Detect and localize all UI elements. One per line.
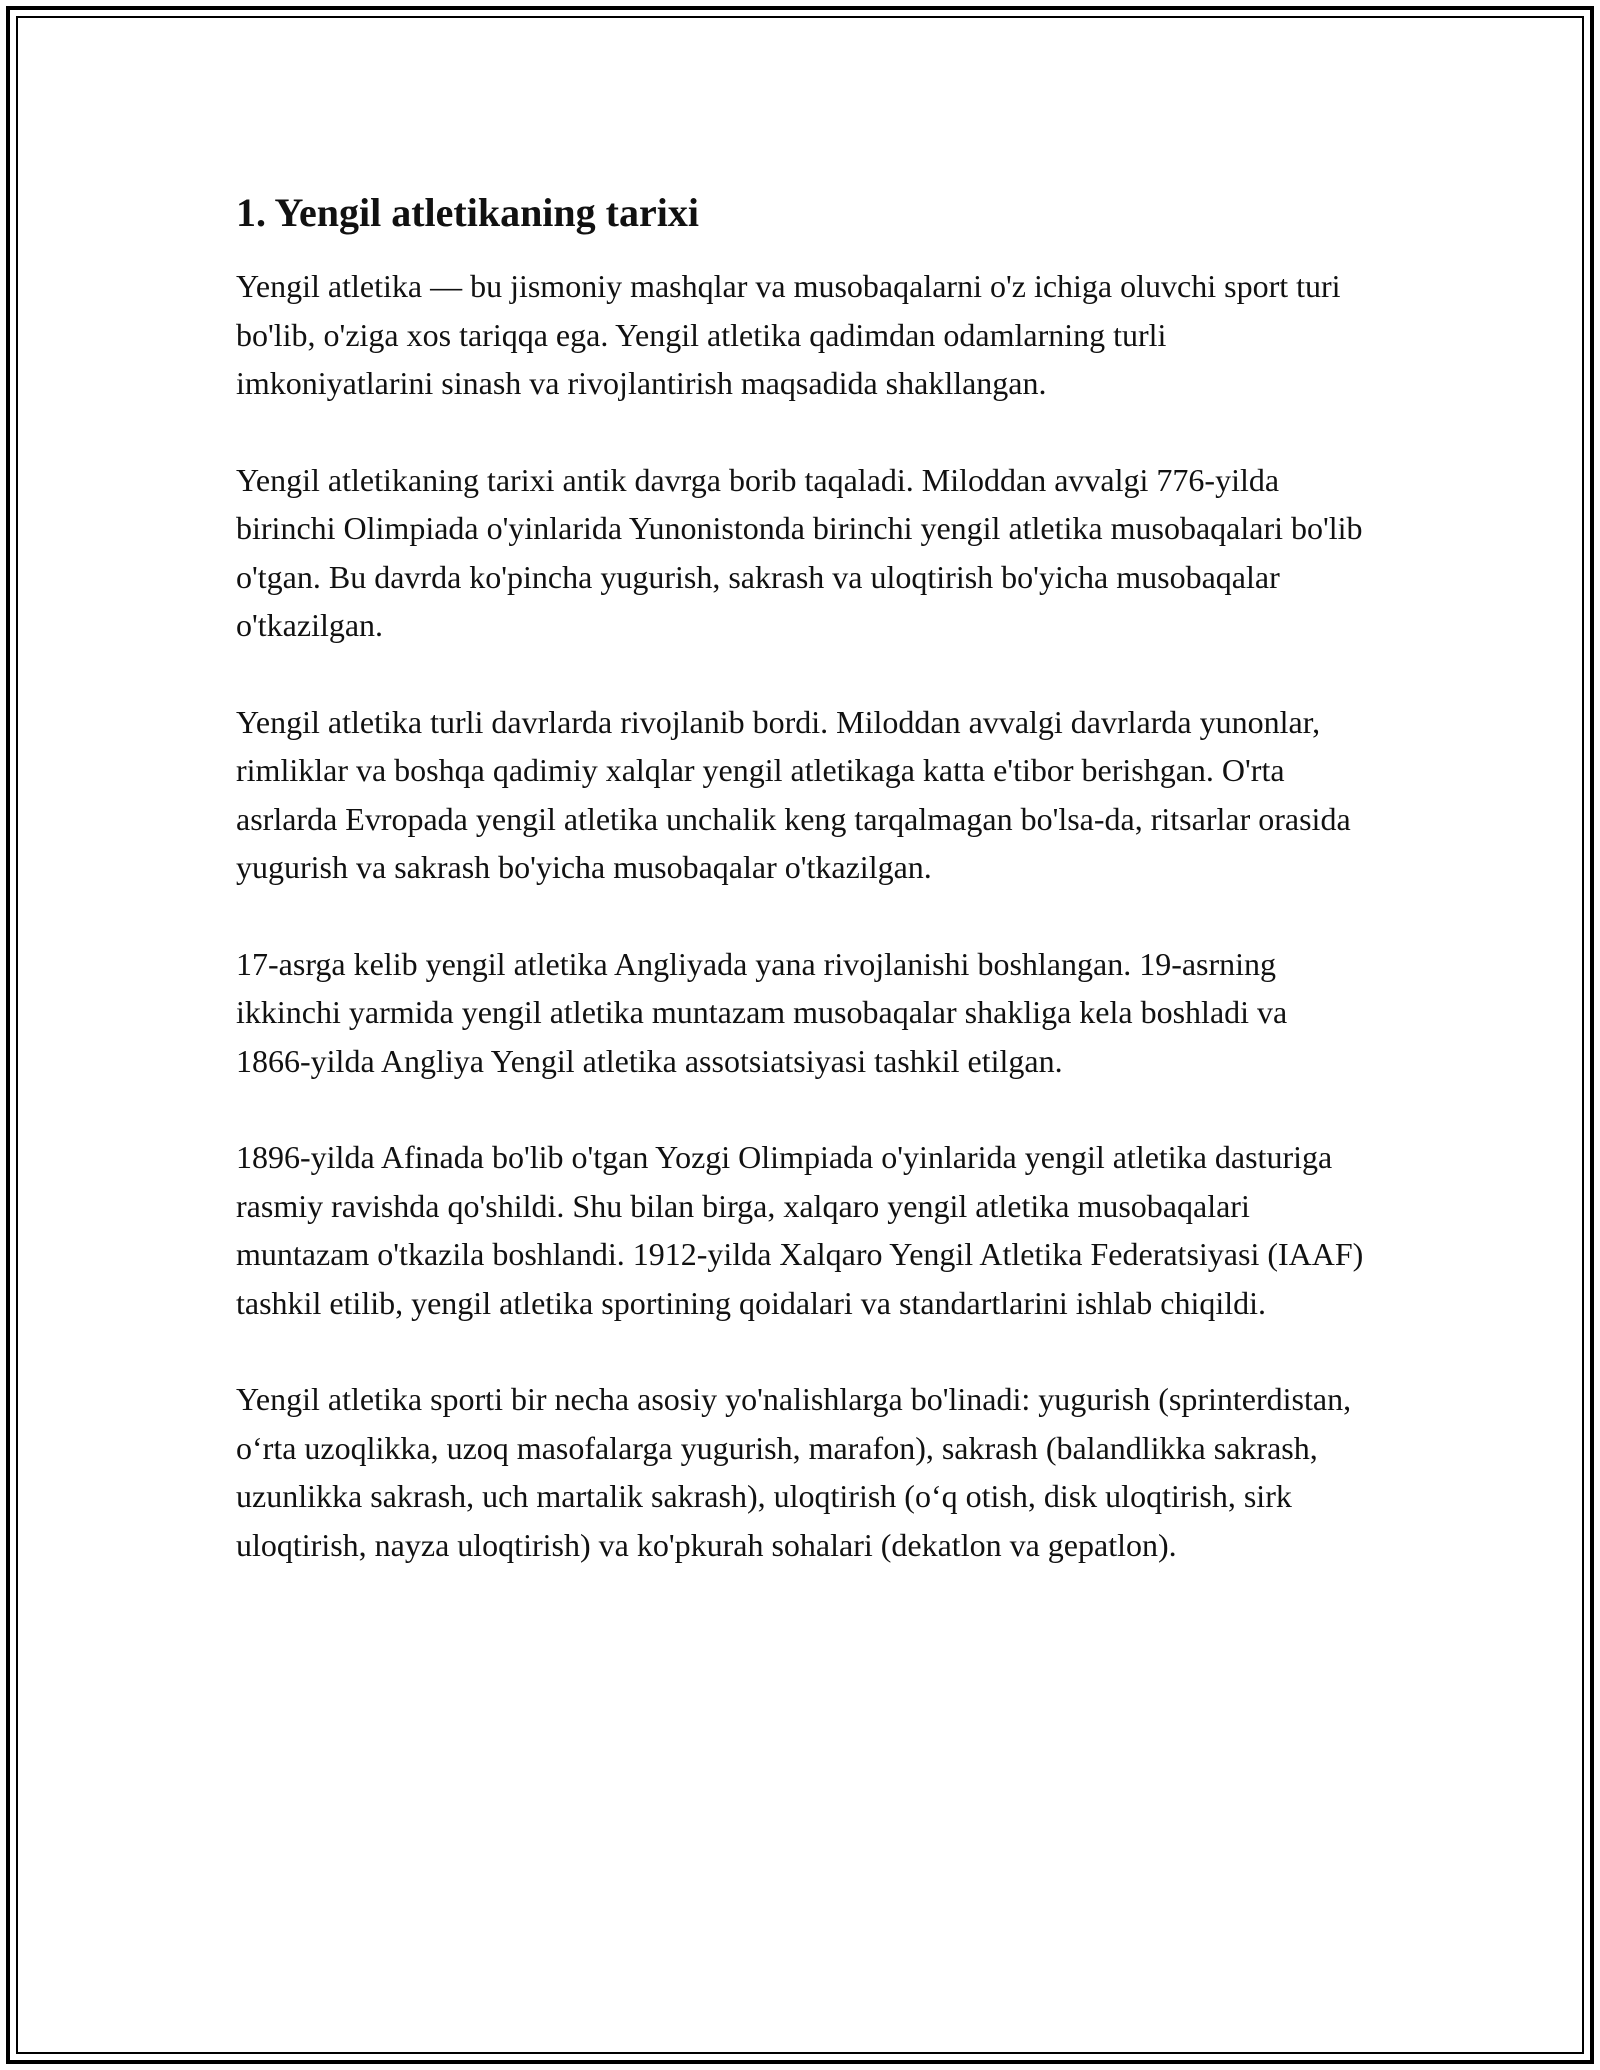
paragraph-development: Yengil atletika turli davrlarda rivojlanib bordi. Miloddan avvalgi davrlarda yunonlar, rimliklar va boshqa qadimiy xalqlar yengil atletikaga katta e'tibor berishgan. O'rta asrlarda Evropada yengil atletika unchalik keng tarqalmagan bo'lsa-da, ritsarlar orasida yugurish va sakrash bo'yicha musobaqalar o'tkazilgan. <box>236 703 1351 885</box>
paragraph-disciplines: Yengil atletika sporti bir necha asosiy yo'nalishlarga bo'linadi: yugurish (sprinterdistan, o‘rta uzoqlikka, uzoq masofalarga yugurish, marafon), sakrash (balandlikka sakrash, uzunlikka sakrash, uch martalik sakrash), uloqtirish (o‘q otish, disk uloqtirish, sirk uloqtirish, nayza uloqtirish) va ko'pkurah sohalari (dekatlon va gepatlon). <box>236 1381 1352 1563</box>
page-title: 1. Yengil atletikaning tarixi <box>236 190 699 235</box>
paragraph-intro: Yengil atletika — bu jismoniy mashqlar va musobaqalarni o'z ichiga oluvchi sport turi bo'lib, o'ziga xos tariqqa ega. Yengil atletika qadimdan odamlarning turli imkoniyatlarini sinash va rivojlantirish maqsadida shakllangan. <box>236 268 1341 401</box>
document-body <box>236 186 1366 1617</box>
paragraph-england: 17-asrga kelib yengil atletika Angliyada yana rivojlanishi boshlangan. 19-asrning ikkinchi yarmida yengil atletika muntazam musobaqalar shakliga kela boshladi va 1866-yilda Angliya Yengil atletika assotsiatsiyasi tashkil etilgan. <box>236 945 1288 1079</box>
paragraph-antiquity: Yengil atletikaning tarixi antik davrga borib taqaladi. Miloddan avvalgi 776-yilda birinchi Olimpiada o'yinlarida Yunonistonda birinchi yengil atletika musobaqalari bo'lib o'tgan. Bu davrda ko'pincha yugurish, sakrash va uloqtirish bo'yicha musobaqalar o'tkazilgan. <box>236 461 1363 643</box>
paragraph-olympics: 1896-yilda Afinada bo'lib o'tgan Yozgi Olimpiada o'yinlarida yengil atletika dasturiga rasmiy ravishda qo'shildi. Shu bilan birga, xalqaro yengil atletika musobaqalari muntazam o'tkazila boshlandi. 1912-yilda Xalqaro Yengil Atletika Federatsiyasi (IAAF) tashkil etilib, yengil atletika sportining qoidalari va standartlarini ishlab chiqildi. <box>236 1139 1364 1321</box>
